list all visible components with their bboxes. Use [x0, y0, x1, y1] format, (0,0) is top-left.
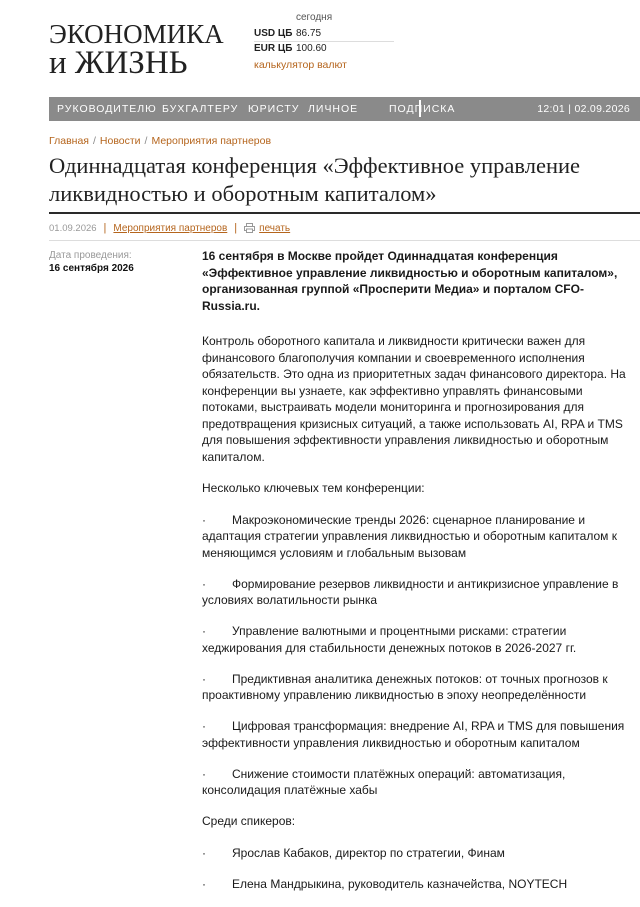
event-date-label: Дата проведения:	[49, 250, 132, 261]
bullet: ·	[202, 719, 206, 733]
rate-value: 86.75	[296, 28, 322, 39]
event-date: 16 сентября 2026	[49, 263, 134, 274]
speaker-item	[202, 845, 640, 862]
article-paragraph: Контроль оборотного капитала и ликвидности критически важен для финансового благополучия компании и своевременного исполнения обязательств. Это одна из приоритетных задач финансового директора. На конференции вы узнаете, как эффективно управлять финансовыми потоками, выстраивать модели мониторинга и прогнозирования для предотвращения кризисных ситуаций, а также использовать AI, RPA и TMS для повышения эффективности управления ликвидностью и оборотным капиталом.	[202, 334, 626, 464]
topic-item	[202, 576, 640, 609]
breadcrumb-partner-events[interactable]: Мероприятия партнеров	[151, 135, 272, 147]
topic-text: Формирование резервов ликвидности и антикризисное управление в условиях волатильности рынка	[202, 576, 619, 607]
speaker-text: Ярослав Кабаков, директор по стратегии, Финам	[232, 845, 505, 860]
nav-clock: 12:01 | 02.09.2026	[537, 103, 630, 115]
bullet: ·	[202, 766, 206, 781]
rate-row-eur	[254, 43, 394, 57]
topic-text: Снижение стоимости платёжных операций: автоматизация, консолидация платёжные хабы	[202, 766, 566, 797]
topic-item	[202, 512, 640, 562]
topic-item	[202, 766, 640, 799]
printer-icon	[244, 223, 255, 233]
logo-line-1: ЭКОНОМИКА	[49, 19, 224, 49]
bullet: ·	[202, 624, 206, 638]
nav-item-personal[interactable]: ЛИЧНОЕ	[308, 103, 359, 115]
nav-item-manager[interactable]: РУКОВОДИТЕЛЮ	[57, 103, 157, 115]
topic-item	[202, 671, 640, 704]
article-date: 01.09.2026	[49, 222, 97, 234]
meta-separator: |	[234, 222, 238, 234]
logo-line-2: и ЖИЗНЬ	[49, 45, 188, 81]
rate-code: USD ЦБ	[254, 28, 293, 39]
article-lead: 16 сентября в Москве пройдет Одиннадцатая конференция «Эффективное управление ликвидностью и оборотным капиталом», организованная группой «Просперити Медиа» и порталом CFO-Russia.ru.	[202, 249, 618, 313]
rate-code: EUR ЦБ	[254, 43, 293, 54]
topic-item	[202, 718, 640, 751]
title-divider	[49, 212, 640, 214]
breadcrumb: Главная / Новости / Мероприятия партнеров	[49, 135, 272, 147]
speakers-intro: Среди спикеров:	[202, 814, 296, 828]
bullet: ·	[202, 876, 206, 891]
article-body	[202, 248, 640, 907]
topic-text: Предиктивная аналитика денежных потоков: от точных прогнозов к проактивному управлению ликвидностью в эпоху неопределённости	[202, 671, 608, 702]
site-header	[0, 0, 640, 96]
breadcrumb-home[interactable]: Главная	[49, 135, 89, 147]
breadcrumb-news[interactable]: Новости	[99, 135, 141, 147]
main-nav	[49, 97, 640, 121]
bullet: ·	[202, 512, 206, 527]
print-label: печать	[259, 222, 291, 234]
nav-item-lawyer[interactable]: ЮРИСТУ	[248, 103, 300, 115]
site-logo[interactable]	[49, 19, 224, 81]
nav-item-accountant[interactable]: БУХГАЛТЕРУ	[162, 103, 239, 115]
bullet: ·	[202, 671, 206, 686]
meta-separator: |	[103, 222, 107, 234]
rate-value: 100.60	[296, 43, 327, 54]
event-date-block	[49, 250, 134, 274]
nav-item-subscription[interactable]: ПОДПИСКА	[389, 103, 456, 115]
topic-text: Управление валютными и процентными рисками: стратегии хеджирования для стабильности денежных потоков в 2026-2027 гг.	[202, 624, 577, 655]
print-button[interactable]	[244, 223, 290, 234]
topic-item	[202, 623, 640, 656]
bullet: ·	[202, 576, 206, 591]
bullet: ·	[202, 845, 206, 860]
article-meta	[49, 222, 290, 234]
speaker-text: Елена Мандрыкина, руководитель казначейства, NOYTECH	[232, 876, 568, 891]
topic-text: Цифровая трансформация: внедрение AI, RPA и TMS для повышения эффективности управления ликвидностью и оборотным капиталом	[202, 719, 625, 750]
rates-today-label: сегодня	[296, 12, 333, 23]
rate-row-usd	[254, 28, 394, 42]
topics-intro: Несколько ключевых тем конференции:	[202, 481, 425, 495]
topic-text: Макроэкономические тренды 2026: сценарное планирование и адаптация стратегии управления ликвидностью и оборотным капиталом к меняющимся условиям и глобальным вызовам	[202, 512, 617, 560]
speaker-item	[202, 876, 640, 893]
article-category-link[interactable]: Мероприятия партнеров	[113, 222, 228, 234]
meta-divider	[49, 240, 640, 241]
currency-calculator-link[interactable]: калькулятор валют	[254, 59, 347, 71]
page-title: Одиннадцатая конференция «Эффективное управление ликвидностью и оборотным капиталом»	[49, 153, 581, 206]
